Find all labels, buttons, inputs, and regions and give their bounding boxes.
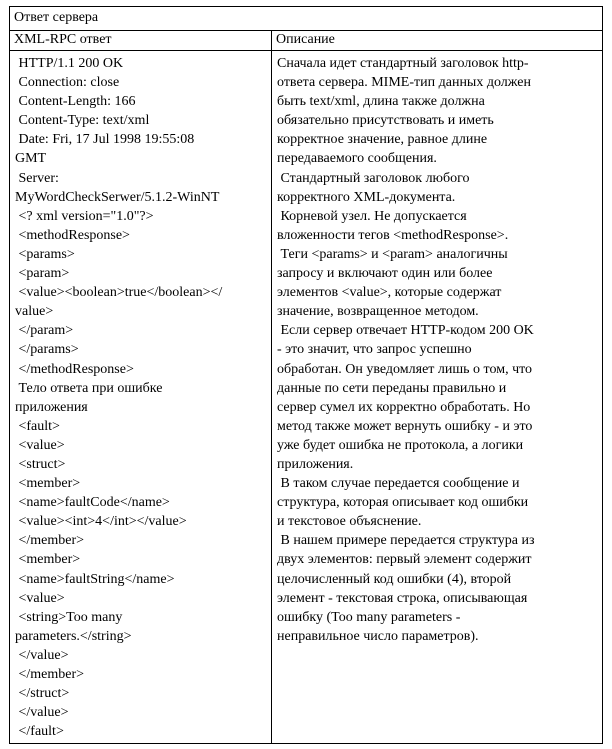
description-line: Если сервер отвечает HTTP-кодом 200 OK [277, 323, 534, 339]
response-code-line: </fault> [15, 724, 64, 740]
description-line: и текстовое объяснение. [277, 514, 422, 530]
response-code-line: </member> [15, 533, 85, 549]
response-code-line: <value><boolean>true</boolean></ [15, 285, 223, 301]
column-header-description: Описание [276, 32, 335, 47]
response-code-line: <member> [15, 476, 81, 492]
response-code-line: <name>faultString</name> [15, 571, 175, 587]
response-code-line: <param> [15, 266, 70, 282]
description-line: обработан. Он уведомляет лишь о том, что [277, 361, 533, 377]
description-line: элементов <value>, которые содержат [277, 285, 502, 301]
description-line: метод также может вернуть ошибку - и это [277, 418, 533, 434]
description-line: ответа сервера. MIME-тип данных должен [277, 75, 531, 91]
description-line: В таком случае передается сообщение и [277, 476, 520, 492]
response-code-line: <? xml version="1.0"?> [15, 208, 154, 224]
description-line: Теги <params> и <param> аналогичны [277, 246, 508, 262]
response-code-line: Connection: close [15, 75, 120, 91]
response-code-line: </value> [15, 705, 69, 721]
response-code-line: parameters.</string> [15, 628, 132, 644]
description-line: Сначала идет стандартный заголовок http- [277, 56, 529, 71]
response-code-line: <methodResponse> [15, 227, 130, 243]
response-code-line: </params> [15, 342, 79, 358]
response-code-line: Server: [15, 170, 59, 186]
response-code-line: </methodResponse> [15, 361, 134, 377]
description-line: корректное значение, равное длине [277, 132, 488, 148]
response-code-line: <struct> [15, 456, 66, 472]
response-code-line: <member> [15, 552, 81, 568]
description-line: двух элементов: первый элемент содержит [277, 552, 532, 568]
description-line: ошибку (Too many parameters - [277, 609, 461, 625]
response-code-line: </value> [15, 647, 69, 663]
description-line: вложенности тегов <methodResponse>. [277, 227, 509, 243]
response-code-line: </member> [15, 667, 85, 682]
column-header-xmlrpc-response: XML-RPC ответ [10, 31, 272, 50]
response-code-line: HTTP/1.1 200 OK [15, 56, 124, 71]
description-line: запросу и включают один или более [277, 266, 493, 282]
table-body-row [10, 51, 602, 743]
response-code-line: <string>Too many [15, 609, 123, 625]
response-code-line: <value><int>4</int></value> [15, 514, 187, 530]
response-code-line: </param> [15, 323, 74, 339]
description-line: элемент - текстовая строка, описывающая [277, 590, 528, 606]
xmlrpc-response-cell [10, 51, 272, 743]
description-line: приложения. [277, 456, 354, 472]
response-code-line: GMT [15, 151, 47, 167]
response-code-line: <name>faultCode</name> [15, 495, 170, 511]
description-line: обязательно присутствовать и иметь [277, 113, 494, 129]
response-code-line: Content-Type: text/xml [15, 113, 150, 129]
description-line: Корневой узел. Не допускается [277, 208, 467, 224]
response-code-line: MyWordCheckSerwer/5.1.2-WinNT [15, 189, 220, 205]
description-line: сервер сумел их корректно обработать. Но [277, 399, 531, 415]
table-caption: Ответ сервера [10, 7, 602, 31]
response-code-line: Content-Length: 166 [15, 94, 136, 110]
description-line: структура, которая описывает код ошибки [277, 495, 529, 511]
description-line: Стандартный заголовок любого [277, 170, 470, 186]
description-line: В нашем примере передается структура из [277, 533, 535, 549]
response-code-line: <fault> [15, 418, 60, 434]
response-code-line: <value> [15, 437, 65, 453]
server-response-table [9, 6, 603, 744]
description-cell [272, 51, 602, 743]
response-code-line: Тело ответа при ошибке [15, 380, 163, 396]
response-code-line: value> [15, 304, 54, 320]
description-line: целочисленный код ошибки (4), второй [277, 571, 512, 587]
description-line: значение, возвращенное методом. [277, 304, 479, 320]
response-code-line: <value> [15, 590, 65, 606]
response-code-line: Date: Fri, 17 Jul 1998 19:55:08 [15, 132, 195, 148]
description-line: корректного XML-документа. [277, 189, 456, 205]
description-line: быть text/xml, длина также должна [277, 94, 485, 110]
description-line: передаваемого сообщения. [277, 151, 437, 167]
response-code-line: приложения [15, 399, 88, 415]
table-header-row [10, 31, 602, 51]
description-line: неправильное число параметров). [277, 628, 479, 644]
description-line: - это значит, что запрос успешно [277, 342, 472, 358]
description-line: данные по сети переданы правильно и [277, 380, 507, 396]
description-line: уже будет ошибка не протокола, а логики [277, 437, 524, 453]
response-code-line: </struct> [15, 686, 70, 702]
response-code-line: <params> [15, 246, 75, 262]
